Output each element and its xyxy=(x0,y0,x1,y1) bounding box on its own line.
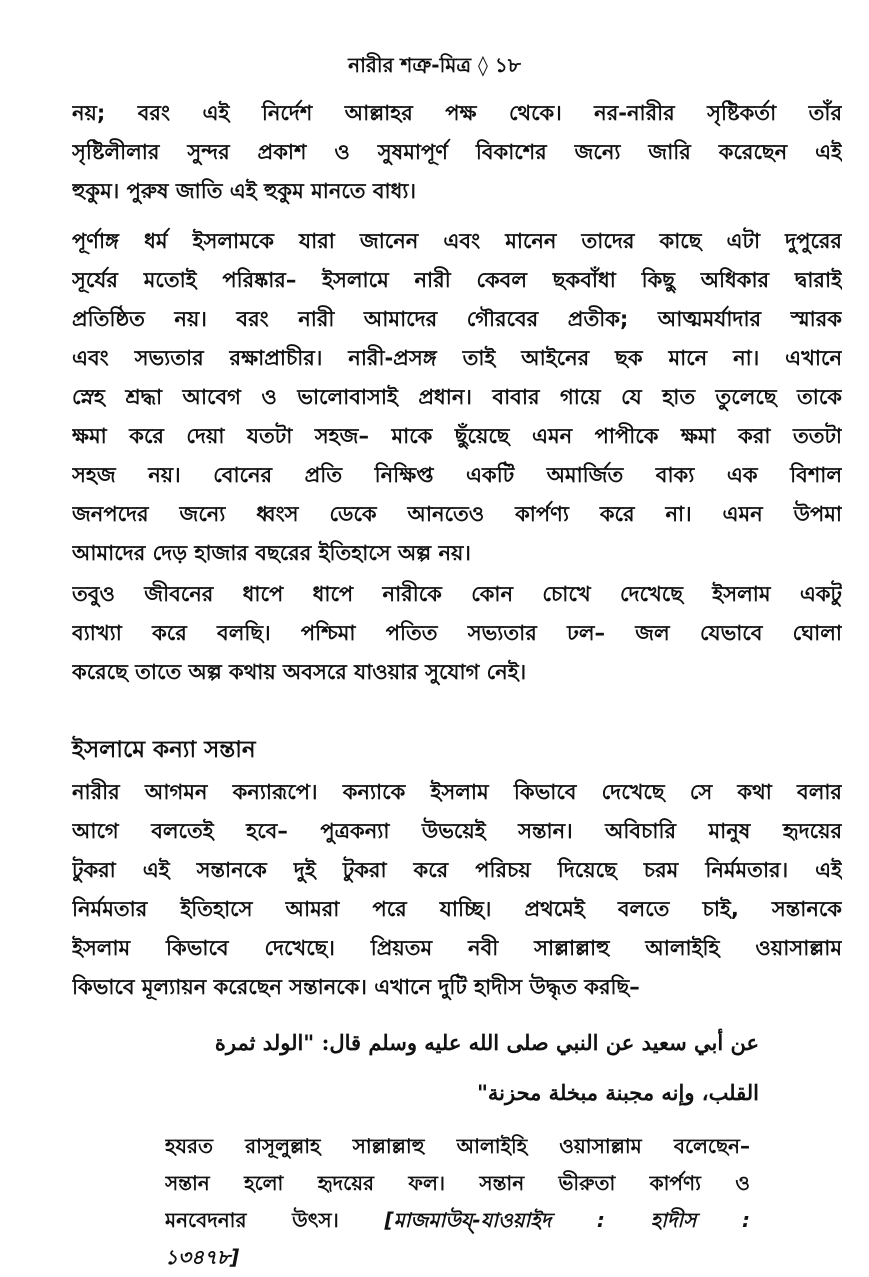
text-line: ব্যাখ্যা করে বলছি। পশ্চিমা পতিত সভ্যতার ঢল– জল যেভাবে ঘোলা xyxy=(72,621,842,645)
text-line: তবুও জীবনের ধাপে ধাপে নারীকে কোন চোখে দেখেছে ইসলাম একটু xyxy=(72,582,842,606)
text-line: স্নেহ শ্রদ্ধা আবেগ ও ভালোবাসাই প্রধান। বাবার গায়ে যে হাত তুলেছে তাকে xyxy=(72,385,842,409)
section-heading: ইসলামে কন্যা সন্তান xyxy=(72,737,256,763)
text-line: সৃষ্টিলীলার সুন্দর প্রকাশ ও সুষমাপূর্ণ বিকাশের জন্যে জারি করেছেন এই xyxy=(72,140,842,164)
text-line xyxy=(165,1202,750,1239)
text-line: ইসলাম কিভাবে দেখেছে। প্রিয়তম নবী সাল্লাল্লাহু আলাইহি ওয়াসাল্লাম xyxy=(72,936,842,960)
text-line: পূর্ণাঙ্গ ধর্ম ইসলামকে যারা জানেন এবং মানেন তাদের কাছে এটা দুপুরের xyxy=(72,229,842,253)
citation-end: ১৩৪৭৮] xyxy=(165,1245,240,1269)
text-line: হুকুম। পুরুষ জাতি এই হুকুম মানতে বাধ্য। xyxy=(72,179,417,203)
arabic-hadith-line-1: عن أبي سعيد عن النبي صلى الله عليه وسلم قال: "الولد ثمرة xyxy=(214,1030,759,1055)
page-header: নারীর শত্রু-মিত্র ◊ ১৮ xyxy=(348,53,521,77)
text-line: এবং সভ্যতার রক্ষাপ্রাচীর। নারী-প্রসঙ্গ তাই আইনের ছক মানে না। এখানে xyxy=(72,346,842,370)
section-paragraph xyxy=(72,773,842,1007)
text-line: কিভাবে মূল্যায়ন করেছেন সন্তানকে। এখানে দুটি হাদীস উদ্ধৃত করছি– xyxy=(72,975,640,999)
text-line: প্রতিষ্ঠিত নয়। বরং নারী আমাদের গৌরবের প্রতীক; আত্মমর্যাদার স্মারক xyxy=(72,307,842,331)
text-line: সহজ নয়। বোনের প্রতি নিক্ষিপ্ত একটি অমার্জিত বাক্য এক বিশাল xyxy=(72,463,842,487)
paragraph-3 xyxy=(72,575,842,692)
text-line: হযরত রাসূলুল্লাহ সাল্লাল্লাহু আলাইহি ওয়াসাল্লাম বলেছেন– xyxy=(165,1134,750,1158)
text-line: সন্তান হলো হৃদয়ের ফল। সন্তান ভীরুতা কার্পণ্য ও xyxy=(165,1171,750,1195)
paragraph-1 xyxy=(72,94,842,211)
text-line: নয়; বরং এই নির্দেশ আল্লাহর পক্ষ থেকে। নর-নারীর সৃষ্টিকর্তা তাঁর xyxy=(72,101,842,125)
citation: [মাজমাউয্-যাওয়াইদ : হাদীস : xyxy=(384,1208,750,1232)
hadith-translation xyxy=(165,1128,750,1276)
text-line: জনপদের জন্যে ধ্বংস ডেকে আনতেও কার্পণ্য করে না। এমন উপমা xyxy=(72,502,842,526)
paragraph-2 xyxy=(72,222,842,573)
text-line: আমাদের দেড় হাজার বছরের ইতিহাসে অল্প নয়। xyxy=(72,541,471,565)
text-line: ক্ষমা করে দেয়া যতটা সহজ– মাকে ছুঁয়েছে এমন পাপীকে ক্ষমা করা ততটা xyxy=(72,424,842,448)
text-line: নারীর আগমন কন্যারূপে। কন্যাকে ইসলাম কিভাবে দেখেছে সে কথা বলার xyxy=(72,780,842,804)
text-line: টুকরা এই সন্তানকে দুই টুকরা করে পরিচয় দিয়েছে চরম নির্মমতার। এই xyxy=(72,858,842,882)
text-line: করেছে তাতে অল্প কথায় অবসরে যাওয়ার সুযোগ নেই। xyxy=(72,660,527,684)
translation-text: মনবেদনার উৎস। xyxy=(165,1208,339,1232)
text-line: নির্মমতার ইতিহাসে আমরা পরে যাচ্ছি। প্রথমেই বলতে চাই, সন্তানকে xyxy=(72,897,842,921)
arabic-hadith-line-2: القلب، وإنه مجبنة مبخلة محزنة" xyxy=(476,1080,759,1105)
text-line: আগে বলতেই হবে– পুত্রকন্যা উভয়েই সন্তান। অবিচারি মানুষ হৃদয়ের xyxy=(72,819,842,843)
text-line: সূর্যের মতোই পরিষ্কার– ইসলামে নারী কেবল ছকবাঁধা কিছু অধিকার দ্বারাই xyxy=(72,268,842,292)
